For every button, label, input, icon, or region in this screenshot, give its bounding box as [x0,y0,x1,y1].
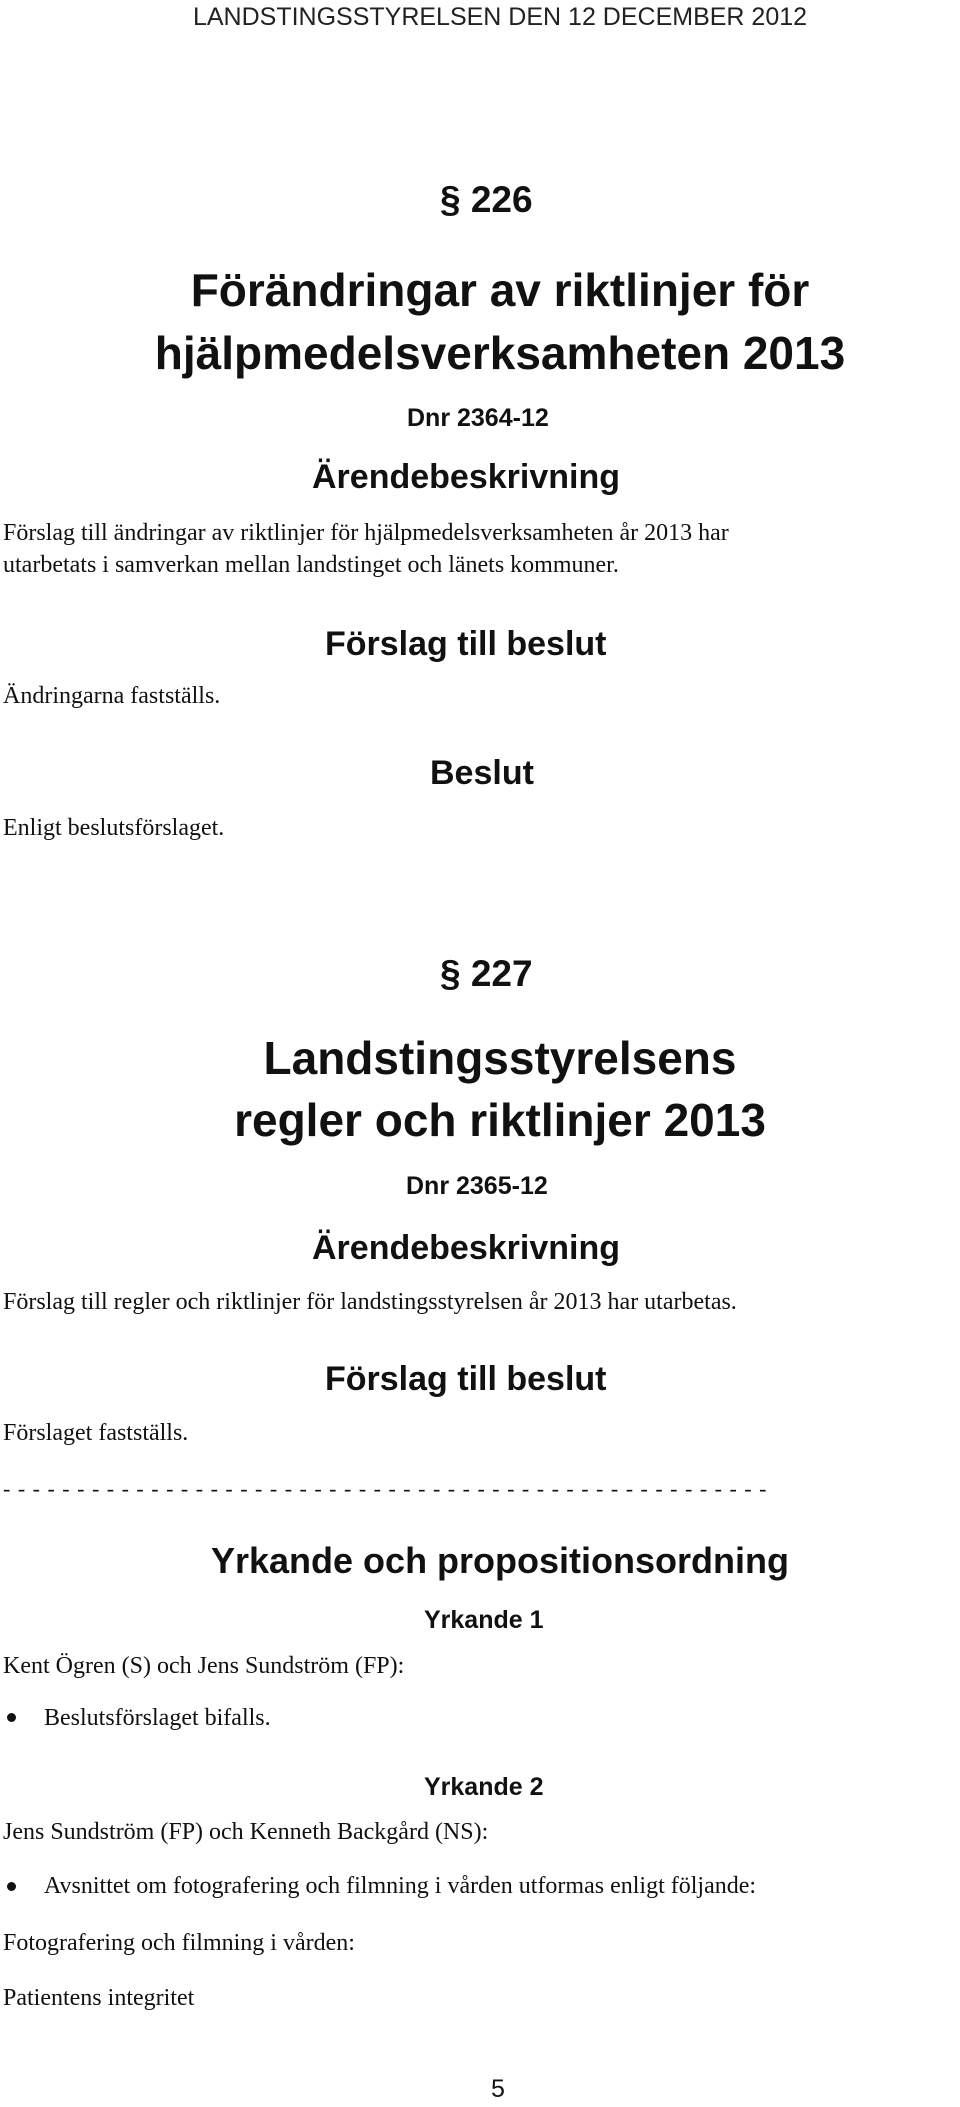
page-number: 5 [491,2075,505,2103]
section-227-title-line1: Landstingsstyrelsens [263,1032,737,1084]
section-226-decision-text: Enligt beslutsförslaget. [3,815,225,841]
motion-2-line1: Fotografering och filmning i vården: [3,1930,355,1956]
section-226-title-line2: hjälpmedelsverksamheten 2013 [154,327,846,379]
section-226-description-line1: Förslag till ändringar av riktlinjer för hjälpmedelsverksamheten år 2013 har [3,520,729,546]
motion-2-line2: Patientens integritet [3,1985,195,2011]
bullet-icon [7,1882,16,1891]
section-226-proposal-text: Ändringarna fastställs. [3,683,221,709]
section-227-proposal-heading: Förslag till beslut [325,1360,607,1398]
section-226-description-heading: Ärendebeskrivning [312,458,620,496]
section-227-proposal-text: Förslaget fastställs. [3,1420,189,1446]
section-227-dnr: Dnr 2365-12 [406,1172,548,1200]
section-226-decision-heading: Beslut [430,754,534,792]
section-226-description-line2: utarbetats i samverkan mellan landstinget och länets kommuner. [3,552,619,578]
section-226-proposal-heading: Förslag till beslut [325,625,607,663]
motion-1-movers: Kent Ögren (S) och Jens Sundström (FP): [3,1653,405,1679]
bullet-icon [7,1713,16,1722]
section-226-title-line1: Förändringar av riktlinjer för [190,264,810,316]
section-227-description-heading: Ärendebeskrivning [312,1229,620,1267]
section-227-title-line2: regler och riktlinjer 2013 [234,1094,766,1146]
motion-2-movers: Jens Sundström (FP) och Kenneth Backgård (NS): [3,1819,489,1845]
section-226-number: § 226 [440,179,533,220]
motions-heading: Yrkande och propositionsordning [210,1540,790,1581]
dashed-separator: - - - - - - - - - - - - - - - - - - - - - - - - - - - - - - - - - - - - - - - - - - - - - - - - - - - - [3,1476,768,1501]
section-226-dnr: Dnr 2364-12 [407,404,549,432]
section-227-number: § 227 [440,953,533,994]
motion-1-heading: Yrkande 1 [424,1606,544,1634]
motion-1-bullet: Beslutsförslaget bifalls. [44,1705,271,1731]
motion-2-bullet: Avsnittet om fotografering och filmning i vården utformas enligt följande: [44,1873,757,1899]
running-header: LANDSTINGSSTYRELSEN DEN 12 DECEMBER 2012 [192,3,808,31]
section-227-description-text: Förslag till regler och riktlinjer för landstingsstyrelsen år 2013 har utarbetas. [3,1289,737,1315]
motion-2-heading: Yrkande 2 [424,1773,544,1801]
